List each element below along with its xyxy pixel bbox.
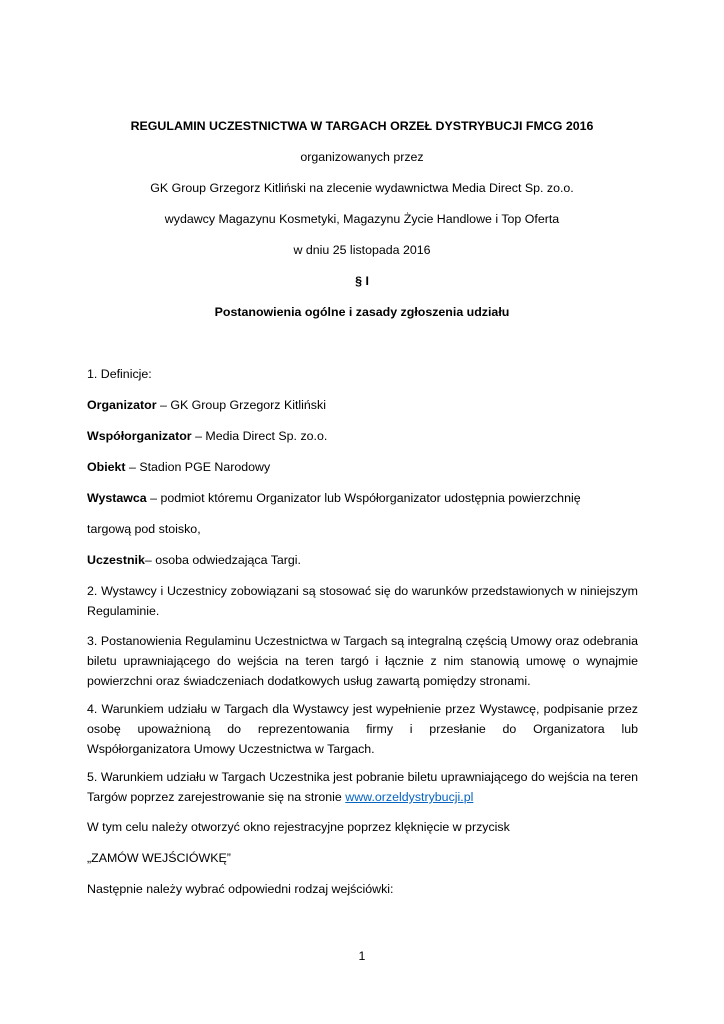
section-number: § I	[355, 274, 369, 288]
commission-line: GK Group Grzegorz Kitliński na zlecenie wydawnictwa Media Direct Sp. zo.o.	[150, 181, 574, 195]
definitions-heading: 1. Definicje:	[87, 367, 152, 381]
definition-coorganizer: Współorganizator – Media Direct Sp. zo.o.	[87, 429, 328, 443]
paragraph-3: 3. Postanowienia Regulaminu Uczestnictwa w Targach są integralną częścią Umowy oraz odebrania biletu uprawniającego do wejścia na teren targó i łącznie z nim stanowią umowę o wynajmie powierzchni oraz świadczeniach dodatkowych usług zawartą pomiędzy stronami.	[87, 634, 638, 688]
section-title: Postanowienia ogólne i zasady zgłoszenia udziału	[214, 305, 510, 319]
definition-exhibitor: Wystawca – podmiot któremu Organizator lub Współorganizator udostępnia powierzchnię	[87, 491, 581, 505]
event-date: w dniu 25 listopada 2016	[293, 243, 431, 257]
definition-exhibitor-continuation: targową pod stoisko,	[87, 522, 201, 536]
definition-participant: Uczestnik– osoba odwiedzająca Targi.	[87, 553, 301, 567]
order-ticket-button-label: „ZAMÓW WEJŚCIÓWKĘ”	[87, 851, 231, 865]
definition-venue: Obiekt – Stadion PGE Narodowy	[87, 460, 271, 474]
paragraph-ticket-type: Następnie należy wybrać odpowiedni rodzaj wejściówki:	[87, 882, 394, 896]
publisher-line: wydawcy Magazynu Kosmetyki, Magazynu Życie Handlowe i Top Oferta	[164, 212, 560, 226]
organized-by-line: organizowanych przez	[300, 150, 424, 164]
paragraph-4: 4. Warunkiem udziału w Targach dla Wystawcy jest wypełnienie przez Wystawcę, podpisanie przez osobę upoważnioną do reprezentowania firmy i przesłanie do Organizatora lub Współorganizatora Umowy Uczestnictwa w Targach.	[87, 702, 638, 756]
registration-website-link[interactable]: www.orzeldystrybucji.pl	[345, 790, 474, 804]
paragraph-registration-instruction: W tym celu należy otworzyć okno rejestracyjne poprzez klęknięcie w przycisk	[87, 820, 510, 834]
paragraph-2: 2. Wystawcy i Uczestnicy zobowiązani są stosować się do warunków przedstawionych w niniejszym Regulaminie.	[87, 584, 638, 618]
definition-organizer: Organizator – GK Group Grzegorz Kitliński	[87, 398, 326, 412]
paragraph-5: 5. Warunkiem udziału w Targach Uczestnika jest pobranie biletu uprawniającego do wejścia na teren Targów poprzez zarejestrowanie się na stronie www.orzeldystrybucji.pl	[87, 770, 638, 804]
page-number: 1	[358, 949, 366, 963]
document-title: REGULAMIN UCZESTNICTWA W TARGACH ORZEŁ DYSTRYBUCJI FMCG 2016	[130, 119, 594, 133]
